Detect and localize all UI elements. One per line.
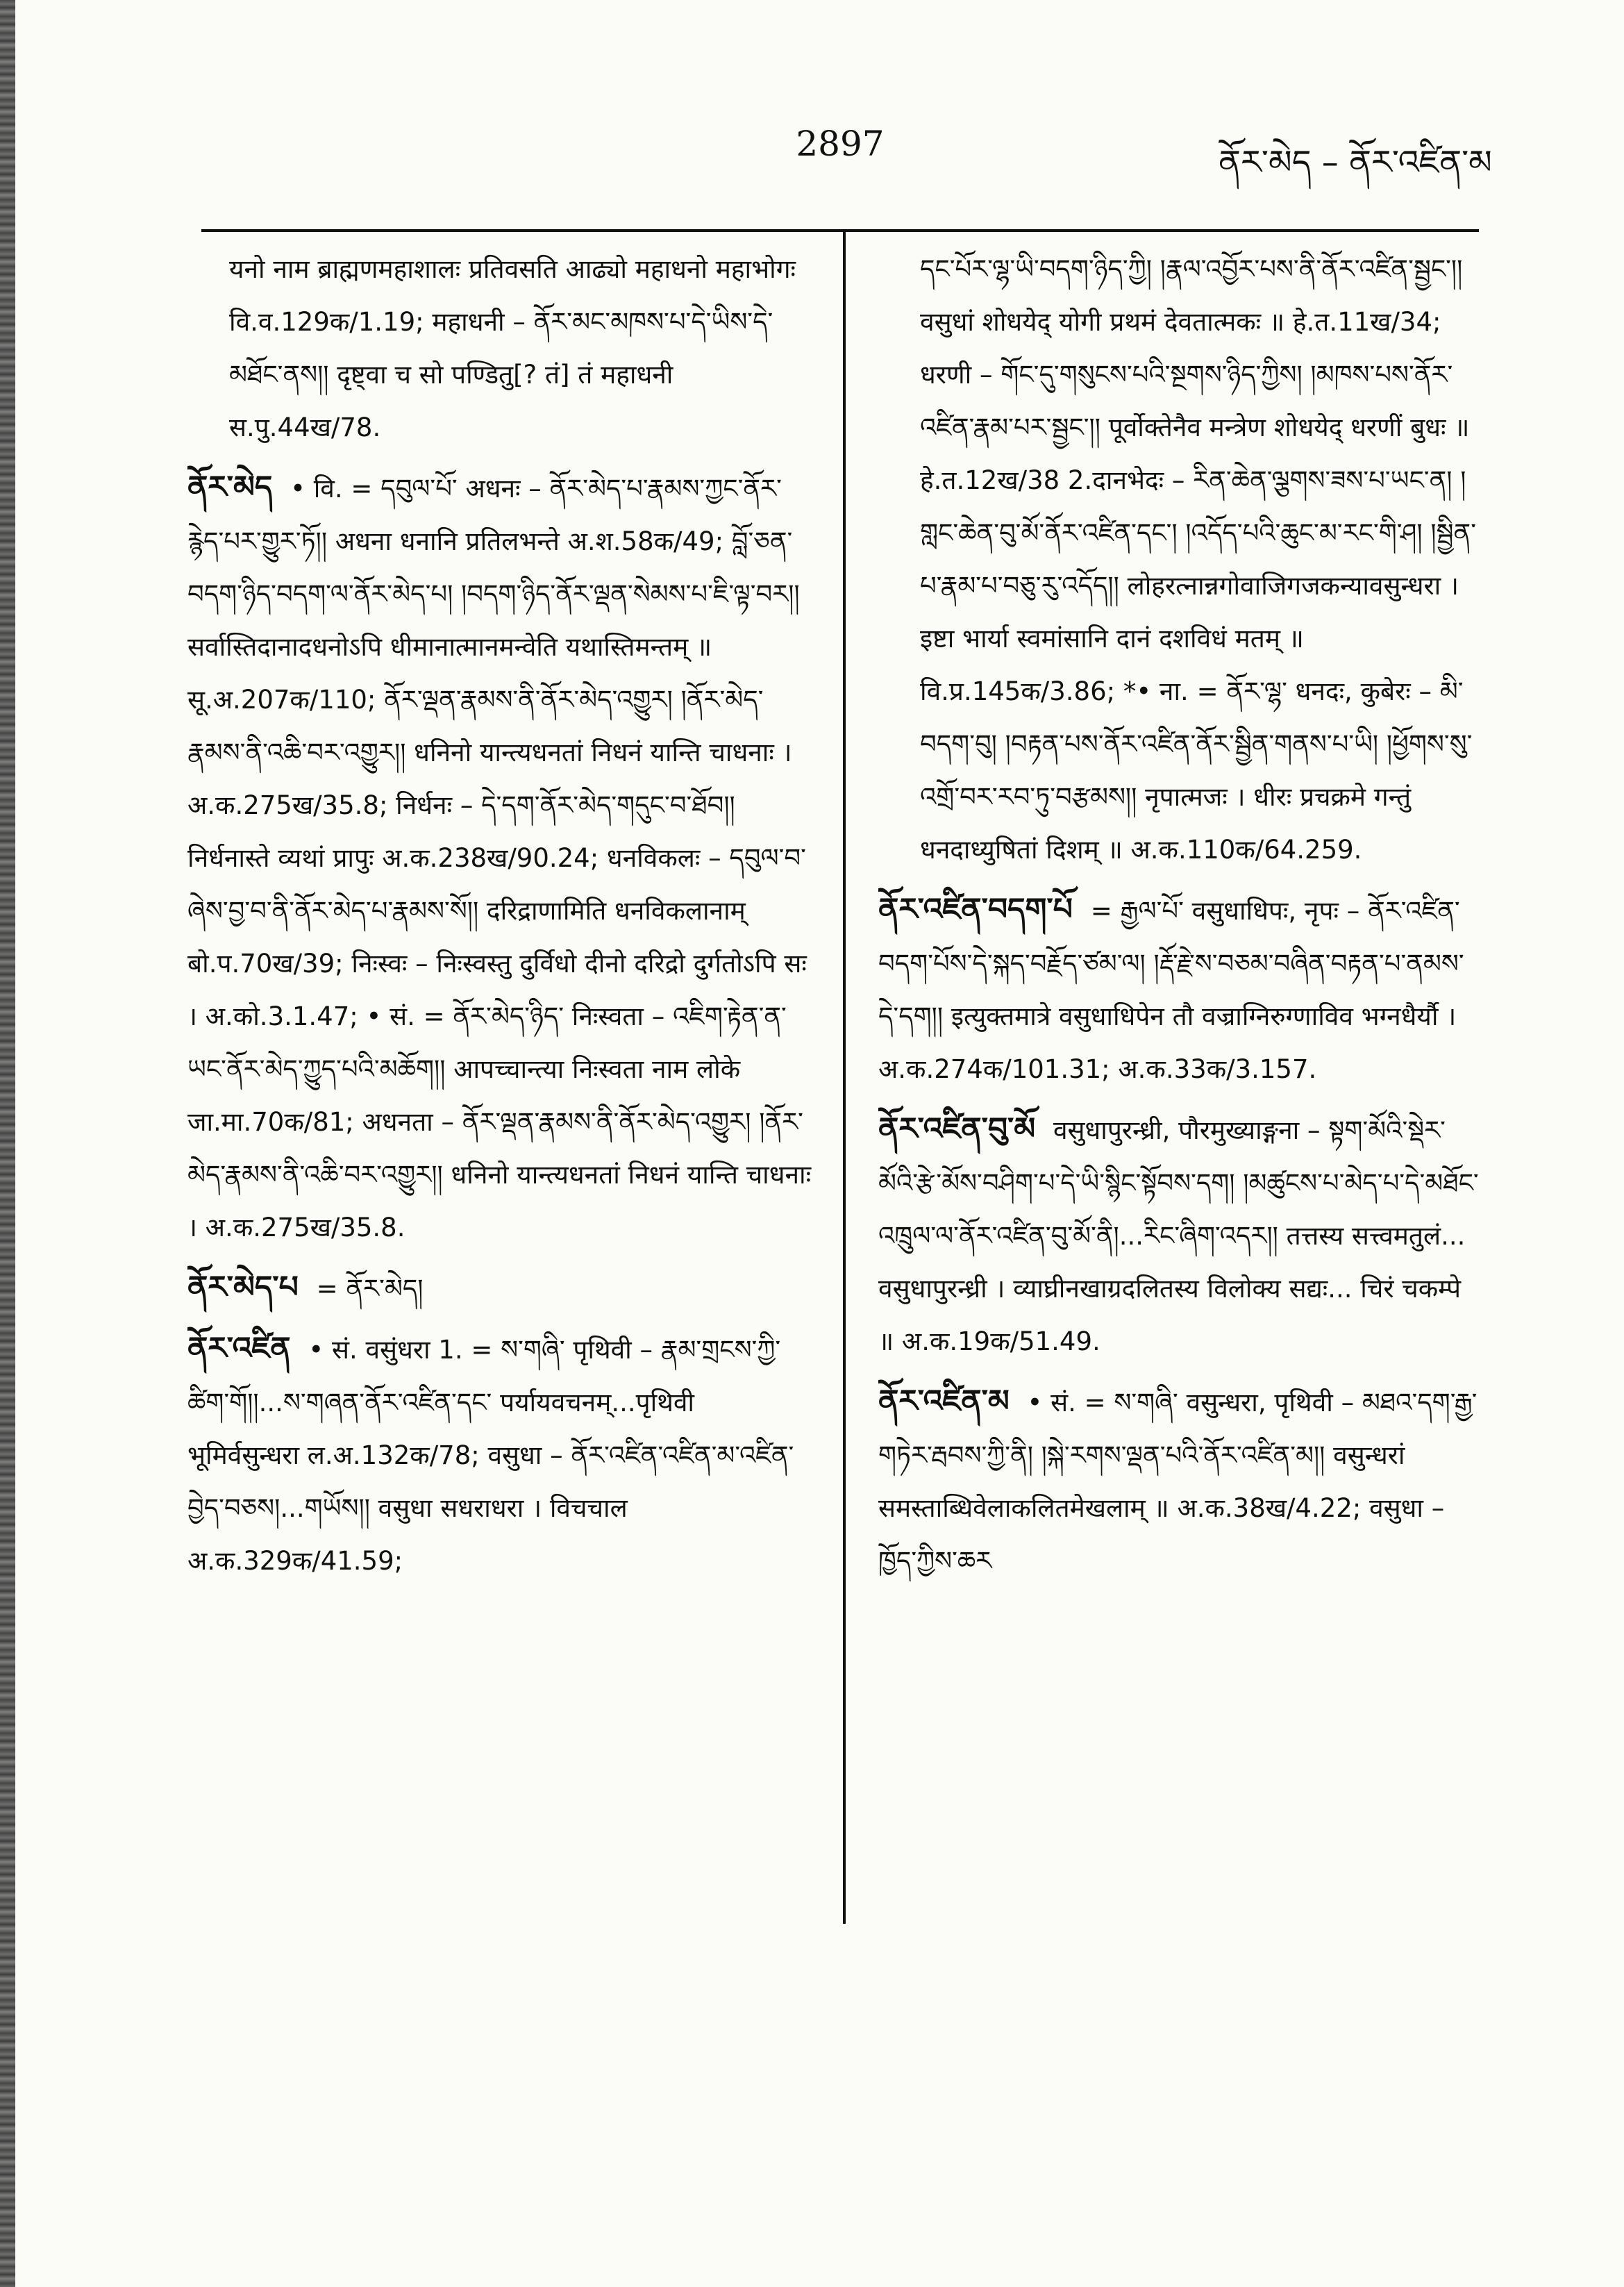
entry-text: = རྒྱལ་པོ་ वसुधाधिपः, नृपः – ནོར་འཛིན་བདག་པོས་དེ་སྐད་བརྗོད་ཙམ་ལ། །རྡོ་རྗེ་ས་བཅམ་བཞིན་བརྟན་པ་ནམས་དེ་དག།། इत्युक्तमात्रे वसुधाधिपेन तौ वज्राग्निरुग्णाविव भग्नधैर्यौ । अ.क.274क/101.31; अ.क.33क/3.157. xyxy=(878,896,1464,1084)
right-column xyxy=(878,243,1479,1938)
entry-headword: ནོར་འཛིན xyxy=(187,1331,291,1366)
dictionary-entry xyxy=(878,243,1479,876)
dictionary-entry xyxy=(187,1322,812,1588)
running-head: ནོར་མེད – ནོར་འཛིན་མ xyxy=(1219,143,1492,182)
dictionary-entry xyxy=(187,461,812,1254)
entry-text: यनो नाम ब्राह्मणमहाशालः प्रतिवसति आढ्यो महाधनो महाभोगः वि.व.129क/1.19; महाधनी – ནོར་མང་མཁས་པ་དེ་ཡིས་དེ་མཐོང་ནས།། दृष्ट्वा च सो पण्डितु[? तं] तं महाधनी स.पु.44ख/78. xyxy=(229,254,796,442)
dictionary-entry xyxy=(878,883,1479,1096)
entry-headword: ནོར་འཛིན་བུ་མོ xyxy=(878,1111,1036,1147)
entry-headword: ནོར་མེད་པ xyxy=(187,1270,299,1305)
page-number: 2897 xyxy=(796,124,885,164)
left-column xyxy=(187,243,812,1938)
dictionary-entry xyxy=(187,1261,812,1315)
dictionary-entry xyxy=(878,1375,1479,1588)
entry-headword: ནོར་འཛིན་བདག་པོ xyxy=(878,892,1073,927)
dictionary-entry xyxy=(187,243,812,454)
dictionary-entry xyxy=(878,1103,1479,1368)
entry-text: = ནོར་མེད། xyxy=(316,1274,424,1304)
entry-text: वसुधापुरन्ध्री, पौरमुख्याङ्गना – སྟག་མོའི་སྡེར་མོའི་རྩེ་མོས་བཤིག་པ་དེ་ཡི་སྙིང་སྟོབས་དག། །མཚུངས་པ་མེད་པ་དེ་མཐོང་འཁྲུལ་ལ་ནོར་འཛིན་བུ་མོ་ནི།...རིང་ཞིག་འདར།། तत्तस्य सत्त्वमतुलं... वसुधापुरन्ध्री । व्याघ्रीनखाग्रदलितस्य विलोक्य सद्यः... चिरं चकम्पे ॥ अ.क.19क/51.49. xyxy=(878,1115,1479,1356)
scan-edge xyxy=(0,0,15,2287)
entry-text: • सं. वसुंधरा 1. = ས་གཞི་ पृथिवी – རྣམ་གྲངས་ཀྱི་ཚིག་གོ།།...ས་གཞན་ནོར་འཛིན་དང་ पर्यायवचनम्...पृथिवी भूमिर्वसुन्धरा ल.अ.132क/78; वसुधा – ནོར་འཛིན་འཛིན་མ་འཛིན་བྱེད་བཅས།...གཡོས།། वसुधा सधराधरा । विचचाल अ.क.329क/41.59; xyxy=(187,1335,794,1576)
entry-headword: ནོར་འཛིན་མ xyxy=(878,1383,1010,1419)
header-rule xyxy=(201,229,1479,232)
entry-text: • सं. = ས་གཞི་ वसुन्धरा, पृथिवी – མཐའ་དག་རྒྱ་གཏེར་རྦབས་ཀྱི་ནི། །སྐེ་རགས་ལྡན་པའི་ནོར་འཛིན་མ།། वसुन्धरां समस्ताब्धिवेलाकलितमेखलाम् ॥ अ.क.38ख/4.22; वसुधा – ཁྱོད་ཀྱིས་ཆར xyxy=(878,1388,1477,1576)
entry-text: • वि. = དབུལ་པོ་ अधनः – ནོར་མེད་པ་རྣམས་ཀྱང་ནོར་རྙེད་པར་གྱུར་ཏོ།། अधना धनानि प्रतिलभन्ते अ.श.58क/49; བློ་ཅན་བདག་ཉིད་བདག་ལ་ནོར་མེད་པ། །བདག་ཉིད་ནོར་ལྡན་སེམས་པ་ཇི་ལྟ་བར།། सर्वास्तिदानादधनोऽपि धीमानात्मानमन्वेति यथास्तिमन्तम् ॥ सू.अ.207क/110; ནོར་ལྡན་རྣམས་ནི་ནོར་མེད་འགྱུར། །ནོར་མེད་རྣམས་ནི་འཆི་བར་འགྱུར།། धनिनो यान्त्यधनतां निधनं यान्ति चाधनाः । अ.क.275ख/35.8; निर्धनः – དེ་དག་ནོར་མེད་གདུང་བ་ཐོབ།། निर्धनास्ते व्यथां प्रापुः अ.क.238ख/90.24; धनविकलः – དབུལ་བ་ཞེས་བྱ་བ་ནི་ནོར་མེད་པ་རྣམས་སོ།། दरिद्राणामिति धनविकलानाम् बो.प.70ख/39; निःस्वः – निःस्वस्तु दुर्विधो दीनो दरिद्रो दुर्गतोऽपि सः । अ.को.3.1.47; • सं. = ནོར་མེད་ཉིད་ निःस्वता – འཇིག་རྟེན་ན་ཡང་ནོར་མེད་ཀྱུད་པའི་མཆོག།། आपच्चान्त्या निःस्वता नाम लोके जा.मा.70क/81; अधनता – ནོར་ལྡན་རྣམས་ནི་ནོར་མེད་འགྱུར། །ནོར་མེད་རྣམས་ནི་འཆི་བར་འགྱུར།། धनिनो यान्त्यधनतां निधनं यान्ति चाधनाः । अ.क.275ख/35.8. xyxy=(187,474,812,1242)
entry-text: དང་པོར་ལྷ་ཡི་བདག་ཉིད་ཀྱི། །རྣལ་འབྱོར་པས་ནི་ནོར་འཛིན་སྦྱང་།། वसुधां शोधयेद् योगी प्रथमं देवतात्मकः ॥ हे.त.11ख/34; धरणी – གོང་དུ་གསུངས་པའི་སྔགས་ཉིད་ཀྱིས། །མཁས་པས་ནོར་འཛིན་རྣམ་པར་སྦྱང་།། पूर्वोक्तेनैव मन्त्रेण शोधयेद् धरणीं बुधः ॥ हे.त.12ख/38 2.दानभेदः – རིན་ཆེན་ལྕགས་ཟས་པ་ཡང་ན། །གླང་ཆེན་བུ་མོ་ནོར་འཛིན་དང་། །འདོད་པའི་ཆུང་མ་རང་གི་ཤ། །སྦྱིན་པ་རྣམ་པ་བཅུ་རུ་འདོད།། लोहरत्नान्नगोवाजिगजकन्यावसुन्धरा । इष्टा भार्या स्वमांसानि दानं दशविधं मतम् ॥ वि.प्र.145क/3.86; *• ना. = ནོར་ལྷ་ धनदः, कुबेरः – མི་བདག་བུ། །བརྟན་པས་ནོར་འཛིན་ནོར་སྦྱིན་གནས་པ་ཡི། །ཕྱོགས་སུ་འགྲོ་བར་རབ་ཏུ་བརྩམས།། नृपात्मजः । धीरः प्रचक्रमे गन्तुं धनदाध्युषितां दिशम् ॥ अ.क.110क/64.259. xyxy=(920,254,1476,865)
column-divider xyxy=(843,229,846,1924)
entry-headword: ནོར་མེད xyxy=(187,469,273,505)
